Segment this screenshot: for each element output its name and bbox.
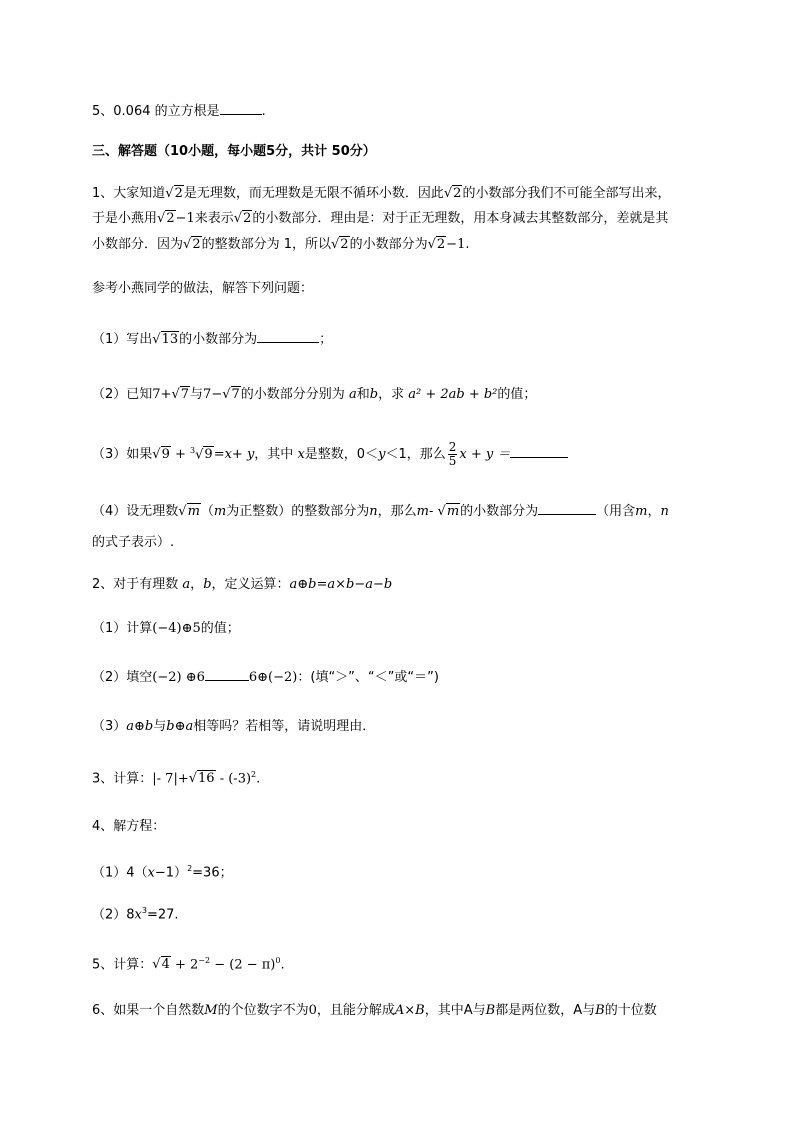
problem-1-sub-4 xyxy=(92,501,669,521)
text: （4）设无理数 xyxy=(92,504,179,519)
var-m: m xyxy=(213,504,227,519)
operation-definition: a⊕b=a×b−a−b xyxy=(289,577,393,592)
expr: b⊕a xyxy=(166,719,194,734)
text: ， xyxy=(190,577,204,592)
radicand: 16 xyxy=(198,771,215,787)
minus-one: −1 xyxy=(446,237,466,252)
var-x: x xyxy=(297,447,305,462)
answer-blank xyxy=(538,501,596,515)
sqrt-16: √16 xyxy=(188,771,215,787)
text: 于是小燕用 xyxy=(92,211,158,226)
plus: + xyxy=(170,447,191,462)
radicand: 2 xyxy=(340,237,349,252)
text: 相等吗？若相等，请说明理由． xyxy=(193,719,376,734)
text: =36； xyxy=(192,865,233,881)
exponent: −2 xyxy=(198,956,211,965)
expr: m- xyxy=(416,504,438,519)
problem-2-sub-3 xyxy=(92,718,375,736)
sqrt-m: √m xyxy=(437,504,460,519)
problem-1-sub-3 xyxy=(92,441,568,468)
text: 的值； xyxy=(497,387,537,402)
answer-blank xyxy=(220,101,262,115)
problem-6-line-1 xyxy=(92,1002,657,1020)
text: 的十位数 xyxy=(604,1003,657,1018)
expr: a⊕b xyxy=(126,719,154,734)
text: ， xyxy=(647,504,661,519)
text: =27. xyxy=(146,907,179,923)
expr: 7− xyxy=(203,387,223,402)
var-x: x xyxy=(134,907,142,923)
text: 和 xyxy=(356,387,370,402)
text: 的小数部分为 xyxy=(179,332,258,347)
root-index: 3 xyxy=(190,445,196,455)
sqrt-2: √2 xyxy=(331,237,349,252)
expr-a2-2ab-b2: a² + 2ab + b² xyxy=(408,387,498,402)
text: 与 xyxy=(190,387,204,402)
expr: (−2) ⊕6 xyxy=(152,670,205,685)
sqrt-m: √m xyxy=(178,504,200,519)
expr: A×B xyxy=(394,1003,425,1018)
text: ，且能分解成 xyxy=(316,1003,395,1018)
text: −1） xyxy=(154,865,188,881)
sqrt-2: √2 xyxy=(183,237,201,252)
text: ，求 xyxy=(378,387,405,402)
number: 0 xyxy=(308,1003,317,1018)
text: 是无理数，而无理数是无限不循环小数．因此 xyxy=(183,186,444,201)
problem-1-sub-4-cont: 的式子表示）. xyxy=(92,535,175,550)
text: . xyxy=(465,237,470,252)
text: 的小数部分．理由是：对于正无理数，用本身减去其整数部分，差就是其 xyxy=(252,211,669,226)
q5-text: 5、0.064 的立方根是 xyxy=(92,104,220,119)
text: 的小数部分为 xyxy=(349,237,428,252)
var-b: B xyxy=(485,1003,496,1018)
text: （1）写出 xyxy=(92,332,153,347)
text: 来表示 xyxy=(194,211,234,226)
problem-5-compute xyxy=(92,952,285,974)
radicand: 2 xyxy=(436,237,446,252)
problem-1-line-1 xyxy=(92,185,670,203)
sqrt-2-minus-1: √2 xyxy=(157,211,175,226)
answer-blank xyxy=(205,667,249,681)
sqrt-7: √7 xyxy=(171,387,190,402)
var-y: y xyxy=(378,447,386,462)
text: （ xyxy=(200,504,214,519)
section-title: 三、解答题（10小题，每小题5分，共计 50分） xyxy=(92,144,376,159)
problem-1-sub-2 xyxy=(92,386,536,404)
problem-1-line-3 xyxy=(92,236,469,254)
text: 的小数部分分别为 xyxy=(240,387,345,402)
text: 的值； xyxy=(200,621,240,636)
problem-2-line-1 xyxy=(92,576,392,594)
sqrt-2: √2 xyxy=(165,186,183,201)
problem-4-sub-2 xyxy=(92,902,179,924)
var-m: M xyxy=(204,1003,218,1018)
text: 小数部分．因为 xyxy=(92,237,184,252)
radicand: 9 xyxy=(204,447,213,462)
var-b: b xyxy=(369,387,379,402)
text: 的小数部分为 xyxy=(460,504,539,519)
radicand: 2 xyxy=(166,211,175,226)
text: ，定义运算： xyxy=(211,577,290,592)
radicand: 2 xyxy=(453,186,462,201)
text: 的小数部分我们不可能全部写出来， xyxy=(462,186,671,201)
radicand: 4 xyxy=(161,957,170,973)
text: 2、对于有理数 xyxy=(92,577,179,592)
text: （1）4（ xyxy=(92,865,148,881)
problem-4-title: 4、解方程： xyxy=(92,819,166,834)
var-b: b xyxy=(203,577,212,592)
text: 3、计算： xyxy=(92,771,153,787)
problem-3 xyxy=(92,766,260,788)
text: ＜1，那么 xyxy=(385,447,446,462)
problem-4-sub-1 xyxy=(92,860,233,882)
text: 的个位数字不为 xyxy=(217,1003,309,1018)
radicand: m xyxy=(446,504,460,519)
problem-1-sub-1 xyxy=(92,329,332,349)
text: 6、如果一个自然数 xyxy=(92,1003,205,1018)
expr: + 2 xyxy=(170,957,199,973)
var-b: B xyxy=(595,1003,605,1018)
sqrt-2: √2 xyxy=(233,211,252,226)
answer-blank xyxy=(510,444,568,458)
var-n: n xyxy=(369,504,378,519)
radicand: 7 xyxy=(180,387,190,402)
radicand: 2 xyxy=(243,211,252,226)
expr: 7+ xyxy=(152,387,172,402)
var-m: m xyxy=(635,504,648,519)
text: 的整数部分为 1，所以 xyxy=(201,237,331,252)
expr: - (-3) xyxy=(215,771,252,787)
expr: − (2 − π) xyxy=(210,957,276,973)
fraction-2-5 xyxy=(448,441,458,468)
text: （用含 xyxy=(596,504,636,519)
sqrt-2-minus-1: √2 xyxy=(427,237,446,252)
denominator: 5 xyxy=(448,454,457,468)
exponent: 3 xyxy=(141,906,147,915)
radicand: m xyxy=(187,504,200,519)
sqrt-7: √7 xyxy=(222,387,240,402)
sqrt-13: √13 xyxy=(152,332,179,347)
sqrt-4: √4 xyxy=(152,957,170,973)
expr: (−4)⊕5 xyxy=(152,621,201,636)
text: ，其中 xyxy=(254,447,294,462)
problem-1-intro: 参考小燕同学的做法，解答下列问题： xyxy=(92,281,314,296)
expr: |- 7|+ xyxy=(152,771,189,787)
text: ，其中A与 xyxy=(424,1003,486,1018)
text: ：(填“＞”、“＜”或“＝”) xyxy=(297,670,439,685)
problem-2-sub-1 xyxy=(92,620,240,638)
text: （2）8 xyxy=(92,907,135,923)
text: （1）计算 xyxy=(92,621,153,636)
text: 是整数，0＜ xyxy=(304,447,379,462)
problem-2-sub-2 xyxy=(92,667,439,687)
q5-end: . xyxy=(261,104,266,119)
cbrt-9: $^3$√9 xyxy=(190,445,213,462)
text: . xyxy=(280,957,285,973)
text: . xyxy=(256,771,261,787)
text: （3） xyxy=(92,719,127,734)
exponent: 0 xyxy=(275,956,281,965)
text: 1、大家知道 xyxy=(92,186,166,201)
text: 5、计算： xyxy=(92,957,153,973)
radicand: 9 xyxy=(161,447,170,462)
text: （2）填空 xyxy=(92,670,153,685)
radicand: 2 xyxy=(192,237,201,252)
numerator: 2 xyxy=(448,440,457,454)
sqrt-2: √2 xyxy=(443,186,462,201)
text: ，那么 xyxy=(377,504,417,519)
text: 与 xyxy=(153,719,167,734)
sqrt-9: √9 xyxy=(152,447,170,462)
text: （3）如果 xyxy=(92,447,153,462)
radicand: 7 xyxy=(231,387,240,402)
var-n: n xyxy=(660,504,669,519)
var-a: a xyxy=(348,387,357,402)
radicand: 13 xyxy=(161,332,179,347)
minus-one: −1 xyxy=(175,211,195,226)
exponent: 2 xyxy=(251,770,257,779)
text: 都是两位数，A与 xyxy=(495,1003,596,1018)
text: 为正整数）的整数部分为 xyxy=(226,504,370,519)
answer-blank xyxy=(257,329,319,343)
expr: =x+ y xyxy=(213,447,255,462)
var-a: a xyxy=(178,577,191,592)
var-x: x xyxy=(147,865,155,881)
expr: x + y ＝ xyxy=(459,447,511,462)
text: （2）已知 xyxy=(92,387,153,402)
radicand: 2 xyxy=(174,186,183,201)
question-5-cube-root xyxy=(92,101,266,121)
exponent: 2 xyxy=(187,864,193,873)
problem-1-line-2 xyxy=(92,210,668,228)
text: ； xyxy=(319,332,333,347)
expr: 6⊕(−2) xyxy=(248,670,298,685)
